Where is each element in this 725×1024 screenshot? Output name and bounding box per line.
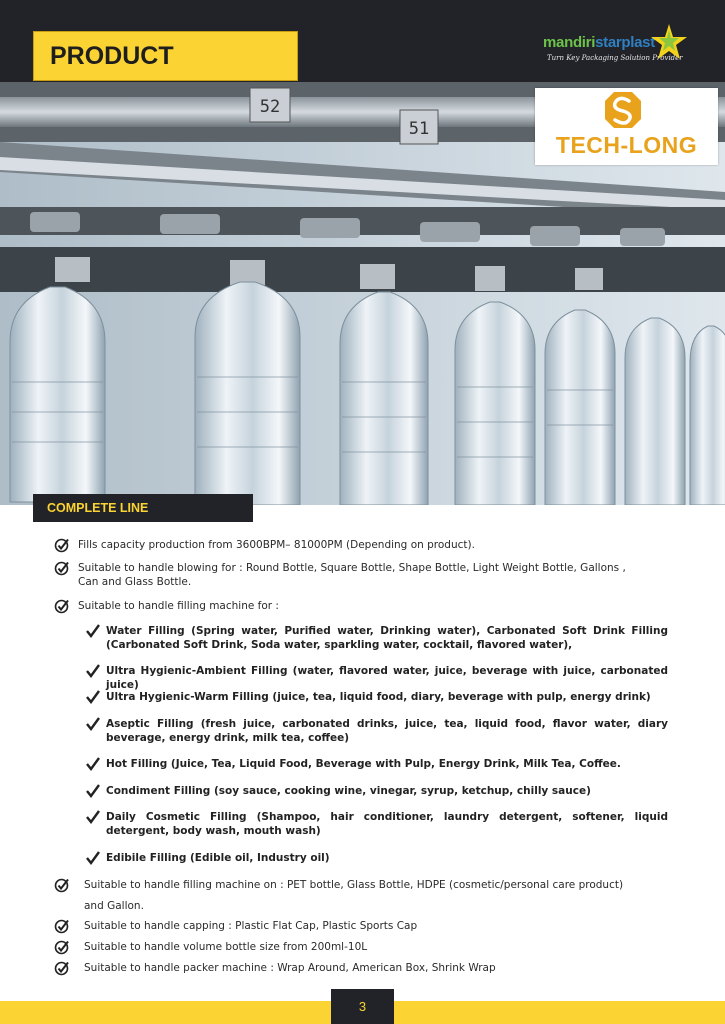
- check-circle-icon: [54, 960, 70, 976]
- section-header-complete-line: COMPLETE LINE: [33, 494, 253, 522]
- page-number: 3: [331, 989, 394, 1024]
- check-mark-icon: [86, 851, 100, 865]
- check-circle-icon: [54, 918, 70, 934]
- star-icon: [649, 22, 689, 62]
- machine-number-label: 52: [259, 97, 281, 117]
- brand-logo: [543, 24, 693, 68]
- check-mark-icon: [86, 757, 100, 771]
- check-circle-icon: [54, 537, 70, 553]
- brand-tagline: Turn Key Packaging Solution Provider: [547, 54, 683, 62]
- machine-number-label: 51: [408, 119, 430, 139]
- check-mark-icon: [86, 717, 100, 731]
- check-mark-icon: [86, 690, 100, 704]
- brand-name: mandiristarplast: [543, 34, 655, 51]
- tech-long-logo-text: TECH-LONG: [555, 132, 698, 158]
- check-mark-icon: [86, 664, 100, 678]
- page-title: PRODUCT: [33, 31, 298, 81]
- check-circle-icon: [54, 560, 70, 576]
- tech-long-logo: [535, 88, 718, 165]
- check-mark-icon: [86, 784, 100, 798]
- check-circle-icon: [54, 598, 70, 614]
- check-mark-icon: [86, 810, 100, 824]
- check-circle-icon: [54, 939, 70, 955]
- check-circle-icon: [54, 877, 70, 893]
- check-mark-icon: [86, 624, 100, 638]
